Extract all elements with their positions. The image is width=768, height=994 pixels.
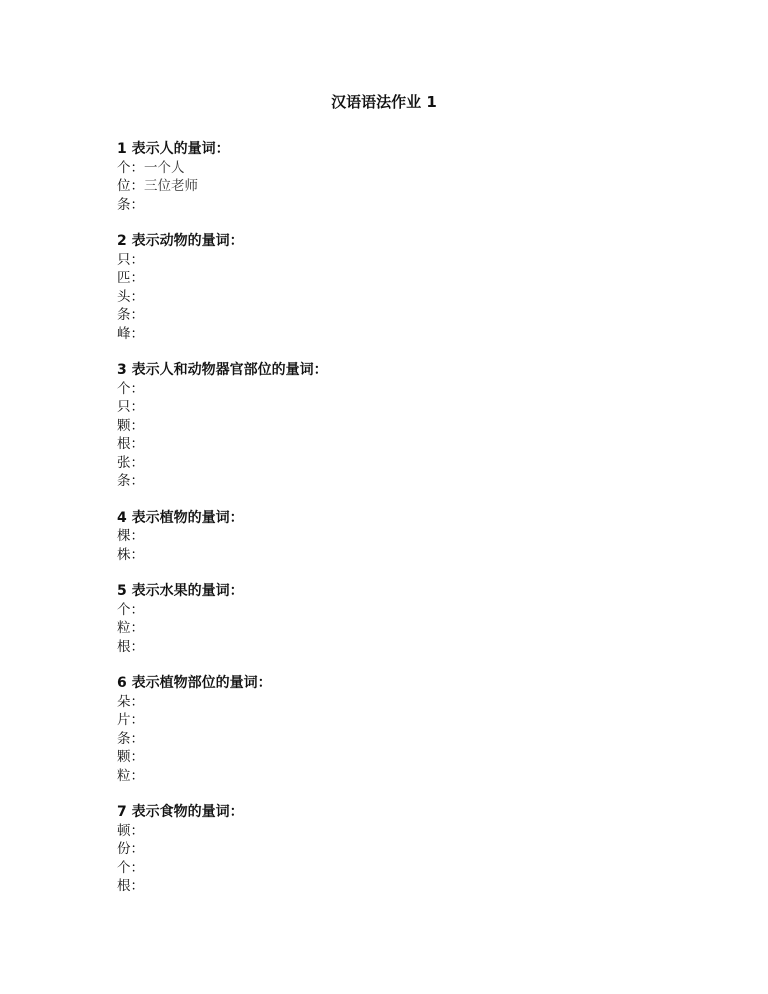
section-heading: 2 表示动物的量词： bbox=[117, 233, 244, 249]
measure-word: 个： bbox=[117, 601, 144, 618]
measure-word: 条： bbox=[117, 307, 144, 323]
measure-word: 个： bbox=[117, 380, 144, 397]
section-heading: 4 表示植物的量词： bbox=[117, 509, 244, 526]
list-item bbox=[117, 454, 328, 473]
section-heading: 6 表示植物部位的量词： bbox=[117, 675, 272, 691]
section-2 bbox=[117, 232, 328, 343]
measure-word: 位： bbox=[117, 178, 144, 194]
measure-word: 份： bbox=[117, 841, 144, 857]
section-6 bbox=[117, 674, 328, 785]
list-item bbox=[117, 601, 328, 620]
measure-word: 条： bbox=[117, 196, 144, 213]
list-item bbox=[117, 546, 328, 565]
list-item bbox=[117, 380, 328, 399]
section-heading: 3 表示人和动物器官部位的量词： bbox=[117, 362, 328, 378]
measure-word: 颗： bbox=[117, 417, 144, 434]
list-item bbox=[117, 748, 328, 767]
section-heading: 1 表示人的量词： bbox=[117, 141, 230, 157]
section-heading: 5 表示水果的量词： bbox=[117, 583, 244, 599]
list-item bbox=[117, 306, 328, 325]
measure-word: 个： bbox=[117, 859, 144, 876]
measure-word: 条： bbox=[117, 473, 144, 489]
measure-word: 张： bbox=[117, 454, 144, 471]
list-item bbox=[117, 435, 328, 454]
list-item bbox=[117, 417, 328, 436]
measure-word: 峰： bbox=[117, 325, 144, 342]
list-item bbox=[117, 711, 328, 730]
example-phrase: 三位老师 bbox=[144, 178, 198, 194]
measure-word: 匹： bbox=[117, 270, 144, 286]
measure-word: 根： bbox=[117, 638, 144, 655]
list-item bbox=[117, 840, 328, 859]
list-item bbox=[117, 822, 328, 841]
measure-word: 粒： bbox=[117, 767, 144, 784]
list-item bbox=[117, 638, 328, 657]
measure-word: 根： bbox=[117, 878, 144, 894]
measure-word: 片： bbox=[117, 712, 144, 728]
example-phrase: 一个人 bbox=[144, 159, 185, 176]
measure-word: 株： bbox=[117, 546, 144, 563]
section-5 bbox=[117, 582, 328, 656]
list-item bbox=[117, 767, 328, 786]
list-item bbox=[117, 619, 328, 638]
list-item bbox=[117, 288, 328, 307]
list-item bbox=[117, 730, 328, 749]
page-title: 汉语语法作业 1 bbox=[331, 93, 437, 111]
list-item bbox=[117, 269, 328, 288]
measure-word: 顿： bbox=[117, 822, 144, 839]
list-item bbox=[117, 325, 328, 344]
measure-word: 只： bbox=[117, 251, 144, 268]
list-item bbox=[117, 196, 328, 215]
measure-word: 头： bbox=[117, 288, 144, 305]
list-item bbox=[117, 693, 328, 712]
list-item bbox=[117, 527, 328, 546]
worksheet-body bbox=[117, 140, 328, 914]
section-3 bbox=[117, 361, 328, 491]
section-1 bbox=[117, 140, 328, 214]
section-4 bbox=[117, 509, 328, 565]
list-item bbox=[117, 159, 328, 178]
measure-word: 粒： bbox=[117, 620, 144, 636]
list-item bbox=[117, 398, 328, 417]
measure-word: 棵： bbox=[117, 528, 144, 544]
section-heading: 7 表示食物的量词： bbox=[117, 804, 244, 820]
list-item bbox=[117, 472, 328, 491]
measure-word: 只： bbox=[117, 399, 144, 415]
measure-word: 根： bbox=[117, 436, 144, 452]
measure-word: 条： bbox=[117, 730, 144, 747]
list-item bbox=[117, 177, 328, 196]
section-7 bbox=[117, 803, 328, 896]
measure-word: 颗： bbox=[117, 749, 144, 765]
measure-word: 个： bbox=[117, 159, 144, 176]
list-item bbox=[117, 859, 328, 878]
measure-word: 朵： bbox=[117, 693, 144, 710]
list-item bbox=[117, 877, 328, 896]
list-item bbox=[117, 251, 328, 270]
